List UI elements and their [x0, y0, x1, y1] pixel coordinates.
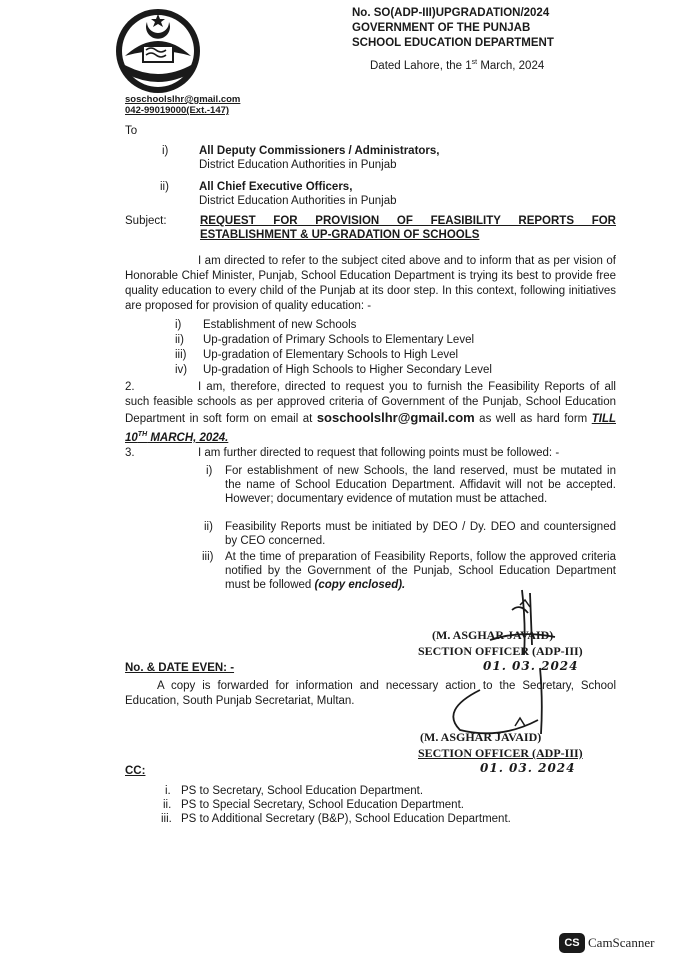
cc-item: PS to Additional Secretary (B&P), School Education Department. — [181, 813, 511, 825]
cc-item: PS to Special Secretary, School Education Department. — [181, 799, 464, 811]
recipient-line: District Education Authorities in Punjab — [199, 159, 397, 171]
even-label: No. & DATE EVEN: - — [125, 662, 235, 674]
point-text: Feasibility Reports must be initiated by DEO / Dy. DEO and countersigned by CEO concerned. — [225, 521, 616, 547]
signature-date: 01. 03. 2024 — [483, 659, 579, 673]
initiative-item: Up-gradation of Primary Schools to Elementary Level — [203, 334, 475, 346]
point-text: At the time of preparation of Feasibility Reports, follow the approved criteria notified by the Government of the Punjab, School Education Department must be followed (copy enclosed). — [225, 551, 616, 591]
subject-line: REQUEST FOR PROVISION OF FEASIBILITY REPORTS FOR — [200, 215, 616, 227]
dated-line: Dated Lahore, the 1st March, 2024 — [370, 59, 545, 72]
soft-form-email: soschoolslhr@gmail.com — [316, 410, 475, 425]
punjab-govt-emblem — [113, 6, 203, 96]
camscanner-label: CamScanner — [588, 935, 655, 950]
signatory-name: (M. ASGHAR JAVAID) — [420, 730, 542, 744]
recipient-line: District Education Authorities in Punjab — [199, 195, 397, 207]
initiative-item: Establishment of new Schools — [203, 319, 357, 331]
paragraph-2: I am, therefore, directed to request you to furnish the Feasibility Reports of all such feasible schools as per approved criteria of Government of the Punjab, School Education Department in soft form on email at soschoolslhr@gmail.com as well as hard form TILL 10TH MARCH, 2024. — [125, 381, 616, 444]
paragraph-3-number: 3. — [125, 447, 135, 459]
contact-phone: 042-99019000(Ext.-147) — [125, 105, 230, 116]
point-number: i) — [206, 465, 213, 477]
cc-item: PS to Secretary, School Education Department. — [181, 785, 424, 797]
initiative-number: iv) — [175, 364, 188, 376]
point-number: ii) — [204, 521, 213, 533]
subject-label: Subject: — [125, 215, 167, 227]
to-label: To — [125, 125, 138, 137]
initiative-item: Up-gradation of Elementary Schools to High Level — [203, 349, 459, 361]
even-copy-text: A copy is forwarded for information and necessary action to the Secretary, School Education, South Punjab Secretariat, Multan. — [125, 680, 616, 707]
initiative-item: Up-gradation of High Schools to Higher Secondary Level — [203, 364, 492, 376]
initiative-number: i) — [175, 319, 182, 331]
recipient-number: i) — [162, 145, 169, 157]
paragraph-1: I am directed to refer to the subject cited above and to inform that as per vision of Honorable Chief Minister, Punjab, School Education Department is trying its best to provide free quality education to every child of the Punjab at its door step. In this context, following initiatives are proposed for provision of quality education: - — [125, 255, 616, 312]
signatory-title: SECTION OFFICER (ADP-III) — [418, 644, 583, 658]
initiative-number: ii) — [175, 334, 184, 346]
recipient-line: All Chief Executive Officers, — [199, 181, 353, 193]
signature-scribble — [420, 660, 590, 740]
cc-number: i. — [165, 785, 171, 797]
subject-line: ESTABLISHMENT & UP-GRADATION OF SCHOOLS — [200, 229, 480, 241]
camscanner-logo: CS — [559, 933, 585, 953]
signature-date: 01. 03. 2024 — [480, 761, 576, 775]
signatory-title: SECTION OFFICER (ADP-III) — [418, 746, 583, 760]
deadline: TILL 10TH MARCH, 2024. — [125, 413, 616, 444]
point-text: For establishment of new Schools, the land reserved, must be mutated in the name of School Education Department. Affidavit will not be accepted. However; documentary evidence of mutation must be attached. — [225, 465, 616, 505]
point-number: iii) — [202, 551, 214, 563]
government-title: GOVERNMENT OF THE PUNJAB — [352, 22, 531, 34]
department-title: SCHOOL EDUCATION DEPARTMENT — [352, 37, 554, 49]
signatory-name: (M. ASGHAR JAVAID) — [432, 628, 554, 642]
recipient-number: ii) — [160, 181, 169, 193]
paragraph-3-intro: I am further directed to request that following points must be followed: - — [198, 447, 560, 459]
reference-number: No. SO(ADP-III)UPGRADATION/2024 — [352, 7, 550, 19]
initiative-number: iii) — [175, 349, 187, 361]
paragraph-2-number: 2. — [125, 381, 135, 393]
cc-label: CC: — [125, 765, 146, 777]
cc-number: iii. — [161, 813, 172, 825]
contact-email: soschoolslhr@gmail.com — [125, 94, 241, 105]
cc-number: ii. — [163, 799, 172, 811]
recipient-line: All Deputy Commissioners / Administrators, — [199, 145, 440, 157]
